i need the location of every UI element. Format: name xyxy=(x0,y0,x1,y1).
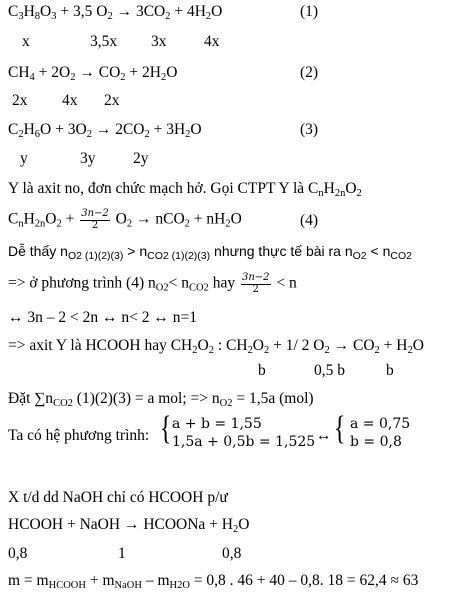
naoh-equation: HCOOH + NaOH → HCOONa + $H_2O$ xyxy=(8,516,250,535)
acid-line: => axit Y là HCOOH hay $CH_2O_2$ : $CH_2O_2 + 1/$ 2 $O_2 \to CO_2 + H_2O$ xyxy=(8,337,424,356)
reaction-1-number: (1) xyxy=(300,3,319,20)
reaction-2-coef: 2x xyxy=(104,92,120,109)
system-sol-1: a = 0,75 xyxy=(350,416,411,432)
reaction-1-coef: 3x xyxy=(151,33,167,50)
acid-coef: b xyxy=(258,362,266,379)
reaction-3-coef: y xyxy=(20,150,28,167)
reaction-2-number: (2) xyxy=(300,64,319,81)
reaction-3-number: (3) xyxy=(300,121,319,138)
system-label: Ta có hệ phương trình: xyxy=(8,427,150,444)
set-sum-line: Đặt $\sum n_{CO2}$ (1)(2)(3) = a mol; => $n_{O2} = 1,5a$ (mol) xyxy=(8,390,314,409)
system-eq-1: a + b = 1,55 xyxy=(172,416,262,432)
naoh-coef: 0,8 xyxy=(8,545,28,562)
reaction-4-fraction: $\frac{3n-2}{2}$ xyxy=(81,208,109,231)
reaction-4-equation: $C_nH_{2n}O_2$ + $\frac{3n-2}{2}$ $O_2 \to nCO_2 + nH_2O$ xyxy=(8,208,242,231)
naoh-coef: 1 xyxy=(118,545,126,562)
mass-line: $m = m_{HCOOH} + m_{NaOH} - m_{H2O} = 0,8$ . 46 + 40 – 0,8. 18 = 62,4 ≈ 63 xyxy=(8,572,419,591)
naoh-coef: 0,8 xyxy=(222,545,242,562)
reaction-2-coef: 2x xyxy=(12,92,28,109)
system-brace-right: { xyxy=(334,410,346,447)
system-brace-left: { xyxy=(160,410,172,447)
reaction-1-coef: x xyxy=(22,33,30,50)
reaction-1-coef: 3,5x xyxy=(90,33,118,50)
reaction-3-coef: 3y xyxy=(80,150,96,167)
reaction-1-coef: 4x xyxy=(204,33,220,50)
acid-coef: 0,5 b xyxy=(314,362,345,379)
reaction-1-equation: $C_3H_8O_3 + 3,5$ $O_2 \to 3CO_2 + 4H_2O$ xyxy=(8,3,223,22)
reaction-2-equation: $CH_4 + 2O_2 \to CO_2 + 2H_2O$ xyxy=(8,64,178,83)
naoh-note: X t/d dd NaOH chỉ có HCOOH p/ư xyxy=(8,489,228,506)
reaction-3-equation: $C_2H_6O + 3O_2 \to 2CO_2 + 3H_2O$ xyxy=(8,121,202,140)
system-eq-2: 1,5a + 0,5b = 1,525 xyxy=(172,434,316,450)
system-sol-2: b = 0,8 xyxy=(350,434,402,450)
inequality-line: ↔ 3n – 2 < 2n ↔ n< 2 ↔ n=1 xyxy=(8,309,197,326)
inference-line: => ở phương trình (4) $n_{O2}< n_{CO2}$ hay $\frac{3n-2}{2}$ < n xyxy=(8,272,297,295)
system-iff: ↔ xyxy=(316,427,332,444)
inference-fraction: $\frac{3n-2}{2}$ xyxy=(241,272,270,295)
reaction-3-coef: 2y xyxy=(133,150,149,167)
reaction-4-number: (4) xyxy=(300,212,319,229)
reaction-2-coef: 4x xyxy=(62,92,78,109)
y-description: Y là axit no, đơn chức mạch hở. Gọi CTPT Y là $C_nH_{2n}O_2$ xyxy=(8,180,362,199)
observation-line: Dễ thấy $n_{O2 (1)(2)(3)} > n_{CO2 (1)(2)(3)}$ nhưng thực tế bài ra $n_{O2} < n_{CO2}$ xyxy=(8,243,412,262)
acid-coef: b xyxy=(386,362,394,379)
